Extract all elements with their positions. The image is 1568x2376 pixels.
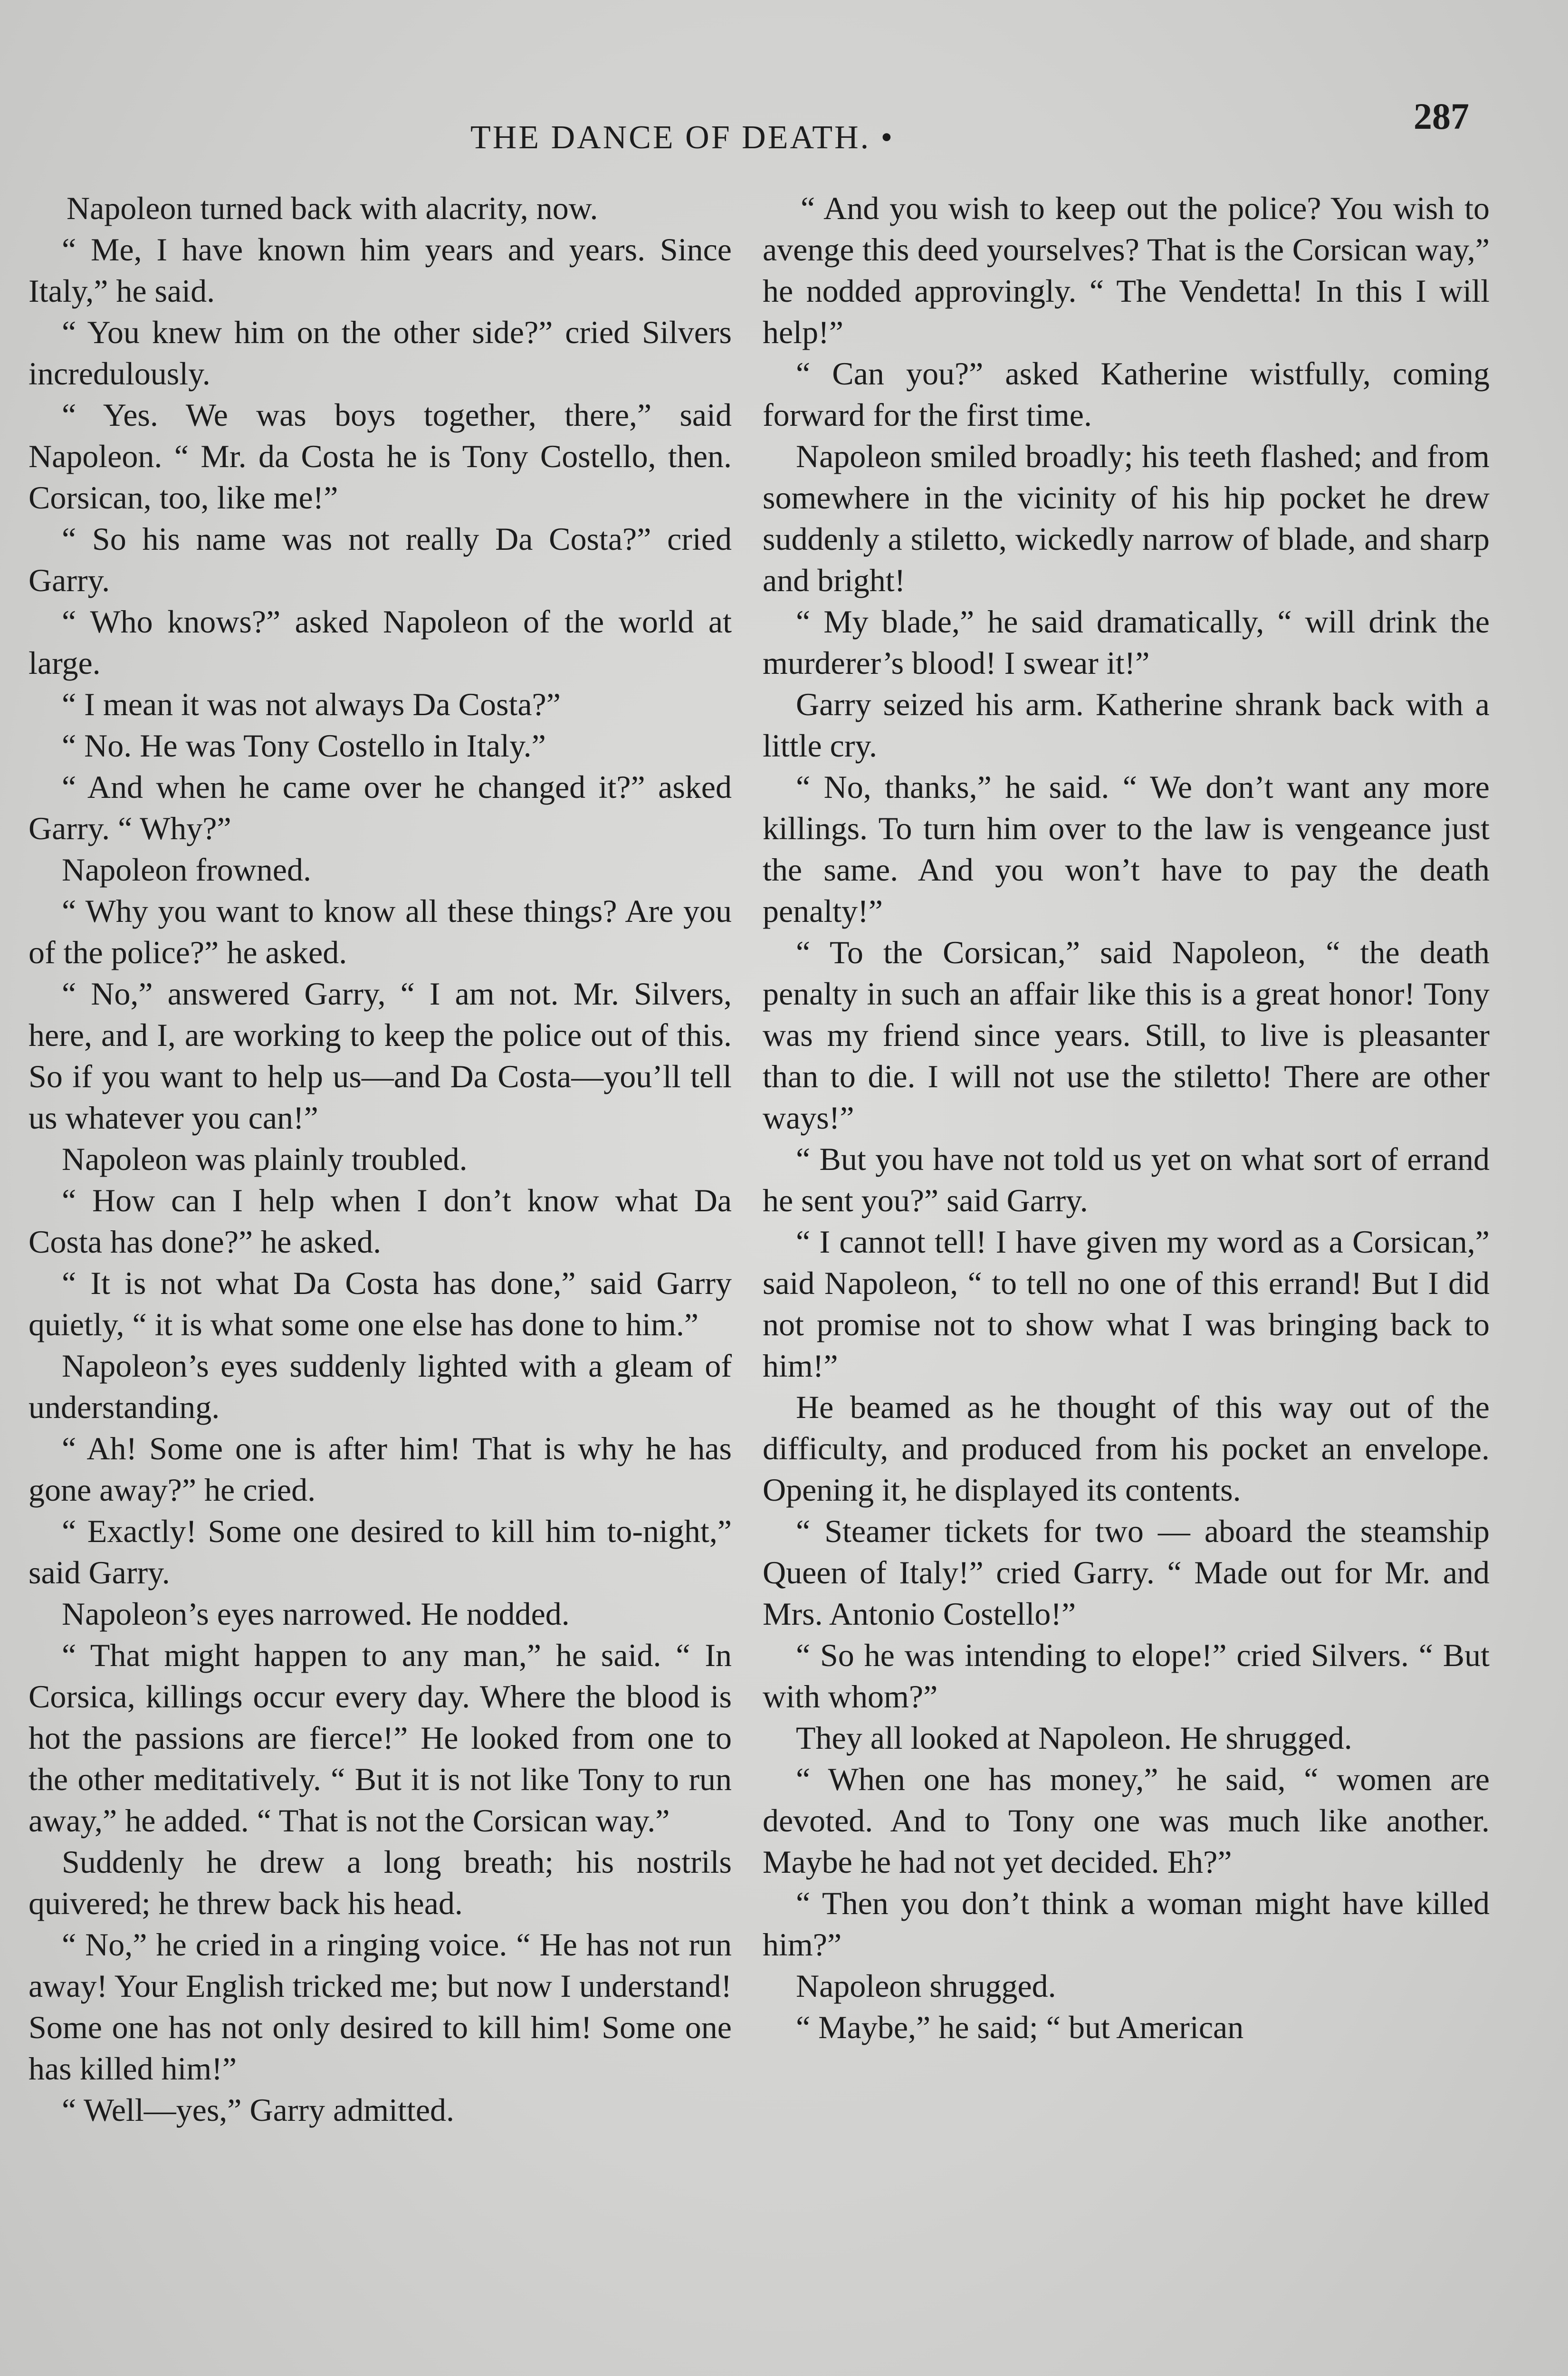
- paragraph: “ Steamer tickets for two — aboard the steamship Queen of Italy!” cried Garry. “ Made out for Mr. and Mrs. Antonio Costello!”: [763, 1513, 1490, 1632]
- paragraph: “ No,” answered Garry, “ I am not. Mr. Silvers, here, and I, are working to keep the police out of this. So if you want to help us—and Da Costa—you’ll tell us whatever you can!”: [29, 976, 732, 1136]
- paragraph: “ It is not what Da Costa has done,” said Garry quietly, “ it is what some one else has done to him.”: [29, 1265, 732, 1342]
- paragraph: Napoleon smiled broadly; his teeth flashed; and from somewhere in the vicinity of his hip pocket he drew suddenly a stiletto, wickedly narrow of blade, and sharp and bright!: [763, 438, 1490, 598]
- paragraph: “ Me, I have known him years and years. Since Italy,” he said.: [29, 231, 732, 309]
- paragraph: “ But you have not told us yet on what sort of errand he sent you?” said Garry.: [763, 1141, 1490, 1218]
- paragraph: “ And you wish to keep out the police? You wish to avenge this deed yourselves? That is the Corsican way,” he nodded approvingly. “ The Vendetta! In this I will help!”: [763, 190, 1490, 350]
- paragraph: “ Exactly! Some one desired to kill him to-night,” said Garry.: [29, 1513, 732, 1590]
- paragraph: “ Why you want to know all these things? Are you of the police?” he asked.: [29, 893, 732, 970]
- paragraph: Napoleon’s eyes narrowed. He nodded.: [62, 1596, 570, 1632]
- paragraph: “ No. He was Tony Costello in Italy.”: [62, 728, 546, 764]
- paragraph: “ Well—yes,” Garry admitted.: [62, 2092, 454, 2128]
- paragraph: “ When one has money,” he said, “ women are devoted. And to Tony one was much like another. Maybe he had not yet decided. Eh?”: [763, 1761, 1490, 1880]
- paragraph: “ Then you don’t think a woman might have killed him?”: [763, 1885, 1490, 1963]
- paragraph: “ Maybe,” he said; “ but American: [796, 2009, 1244, 2045]
- paragraph: Suddenly he drew a long breath; his nostrils quivered; he threw back his head.: [29, 1844, 732, 1921]
- paragraph: “ No, thanks,” he said. “ We don’t want any more killings. To turn him over to the law is vengeance just the same. And you won’t have to pay the death penalty!”: [763, 769, 1490, 929]
- paragraph: “ And when he came over he changed it?” asked Garry. “ Why?”: [29, 769, 732, 846]
- paragraph: “ So his name was not really Da Costa?” cried Garry.: [29, 521, 732, 598]
- paragraph: “ No,” he cried in a ringing voice. “ He has not run away! Your English tricked me; but now I understand! Some one has not only desired to kill him! Some one has killed him!”: [29, 1926, 732, 2087]
- paragraph: “ So he was intending to elope!” cried Silvers. “ But with whom?”: [763, 1637, 1490, 1715]
- paragraph: Napoleon shrugged.: [796, 1968, 1056, 2004]
- paragraph: Napoleon turned back with alacrity, now.: [67, 190, 598, 226]
- paragraph: Garry seized his arm. Katherine shrank back with a little cry.: [763, 686, 1490, 764]
- right-column: [763, 188, 1490, 2048]
- paragraph: “ Can you?” asked Katherine wistfully, coming forward for the first time.: [763, 355, 1490, 433]
- paragraph: Napoleon frowned.: [62, 852, 311, 888]
- paragraph: Napoleon’s eyes suddenly lighted with a gleam of understanding.: [29, 1348, 732, 1425]
- paragraph: “ My blade,” he said dramatically, “ will drink the murderer’s blood! I swear it!”: [763, 604, 1490, 681]
- left-column: [29, 188, 732, 2131]
- paragraph: “ I mean it was not always Da Costa?”: [62, 686, 561, 722]
- paragraph: “ How can I help when I don’t know what Da Costa has done?” he asked.: [29, 1182, 732, 1260]
- paragraph: “ Yes. We was boys together, there,” said Napoleon. “ Mr. da Costa he is Tony Costello, then. Corsican, too, like me!”: [29, 397, 732, 516]
- paragraph: “ Ah! Some one is after him! That is why he has gone away?” he cried.: [29, 1430, 732, 1508]
- paragraph: “ To the Corsican,” said Napoleon, “ the death penalty in such an affair like this is a great honor! Tony was my friend since years. Still, to live is pleasanter than to die. I will not use the stiletto! There are other ways!”: [763, 934, 1490, 1136]
- page-title: THE DANCE OF DEATH. •: [470, 119, 895, 156]
- page-number: 287: [1414, 96, 1469, 137]
- paragraph: Napoleon was plainly troubled.: [62, 1141, 468, 1177]
- paragraph: “ That might happen to any man,” he said. “ In Corsica, killings occur every day. Where the blood is hot the passions are fierce!” He looked from one to the other meditatively. “ But it is not like Tony to run away,” he added. “ That is not the Corsican way.”: [29, 1637, 732, 1839]
- paragraph: “ Who knows?” asked Napoleon of the world at large.: [29, 604, 732, 681]
- paragraph: “ I cannot tell! I have given my word as a Corsican,” said Napoleon, “ to tell no one of this errand! But I did not promise not to show what I was bringing back to him!”: [763, 1224, 1490, 1384]
- paragraph: “ You knew him on the other side?” cried Silvers incredulously.: [29, 314, 732, 392]
- paragraph: He beamed as he thought of this way out of the difficulty, and produced from his pocket an envelope. Opening it, he displayed its contents.: [763, 1389, 1490, 1508]
- paragraph: They all looked at Napoleon. He shrugged.: [796, 1720, 1352, 1756]
